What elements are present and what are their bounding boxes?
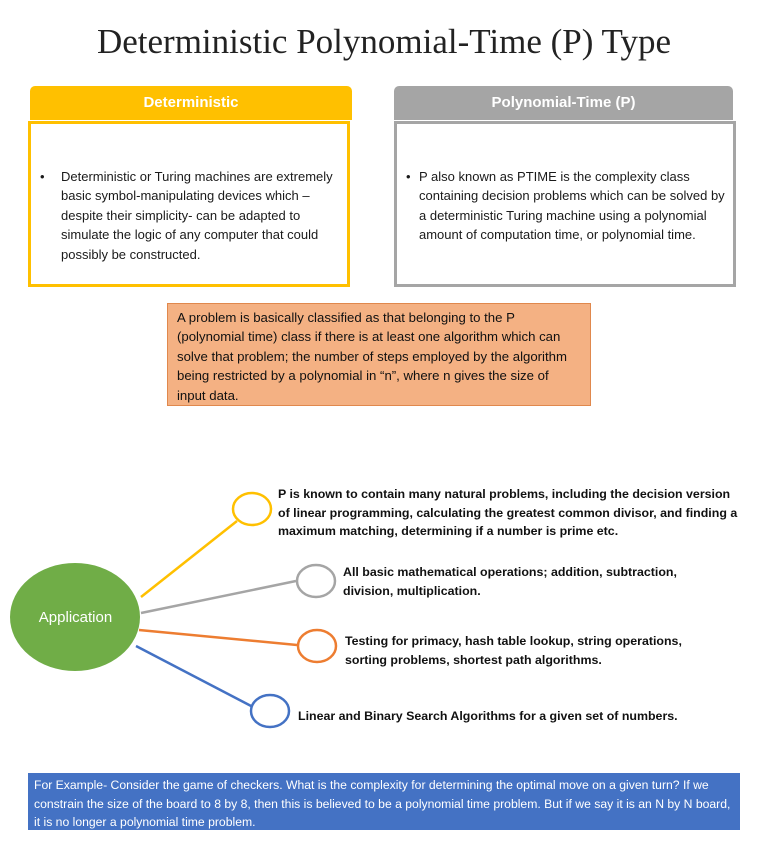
connector-line-3 xyxy=(139,630,297,645)
branch-text-1: P is known to contain many natural problems, including the decision version of linear programming, calculating the greatest common divisor, and finding a maximum matching, determining if a number is prime etc. xyxy=(278,487,738,538)
page-title: Deterministic Polynomial-Time (P) Type xyxy=(96,22,672,61)
application-label: Application xyxy=(38,608,113,626)
deterministic-panel xyxy=(28,121,350,287)
polynomial-time-panel xyxy=(394,121,736,287)
deterministic-header: Deterministic xyxy=(30,86,352,120)
polynomial-time-bullet-list xyxy=(406,167,728,245)
branch-node-3 xyxy=(298,630,336,662)
branch-node-4 xyxy=(251,695,289,727)
definition-box: A problem is basically classified as that belonging to the P (polynomial time) class if there is at least one algorithm which can solve that problem; the number of steps employed by the algorithm being restricted by a polynomial in “n”, where n gives the size of input data. xyxy=(167,303,591,406)
polynomial-time-header: Polynomial-Time (P) xyxy=(394,86,733,120)
branch-node-2 xyxy=(297,565,335,597)
branch-text-4: Linear and Binary Search Algorithms for a given set of numbers. xyxy=(298,709,678,723)
deterministic-bullet-item xyxy=(40,167,340,264)
deterministic-bullet-text: Deterministic or Turing machines are extremely basic symbol-manipulating devices which –despite their simplicity- can be adapted to simulate the logic of any computer that could possibly be constructed. xyxy=(61,169,333,262)
connector-line-1 xyxy=(141,521,237,597)
example-box: For Example- Consider the game of checkers. What is the complexity for determining the optimal move on a given turn? If we constrain the size of the board to 8 by 8, then this is believed to be a polynomial time problem. But if we say it is an N by N board, it is no longer a polynomial time problem. xyxy=(28,773,740,830)
deterministic-bullet-list xyxy=(40,167,340,264)
connector-line-4 xyxy=(136,646,253,707)
branch-text-2: All basic mathematical operations; addition, subtraction, division, multiplication. xyxy=(343,565,677,598)
bullet-icon: • xyxy=(40,169,45,184)
polynomial-time-bullet-item xyxy=(406,167,728,245)
branch-node-1 xyxy=(233,493,271,525)
polynomial-time-bullet-text: P also known as PTIME is the complexity class containing decision problems which can be solved by a deterministic Turing machine using a polynomial amount of computation time, or polynomial time. xyxy=(419,169,725,243)
connector-line-2 xyxy=(141,581,296,613)
bullet-icon: • xyxy=(406,169,411,184)
branch-text-3: Testing for primacy, hash table lookup, string operations, sorting problems, shortest path algorithms. xyxy=(345,634,682,667)
